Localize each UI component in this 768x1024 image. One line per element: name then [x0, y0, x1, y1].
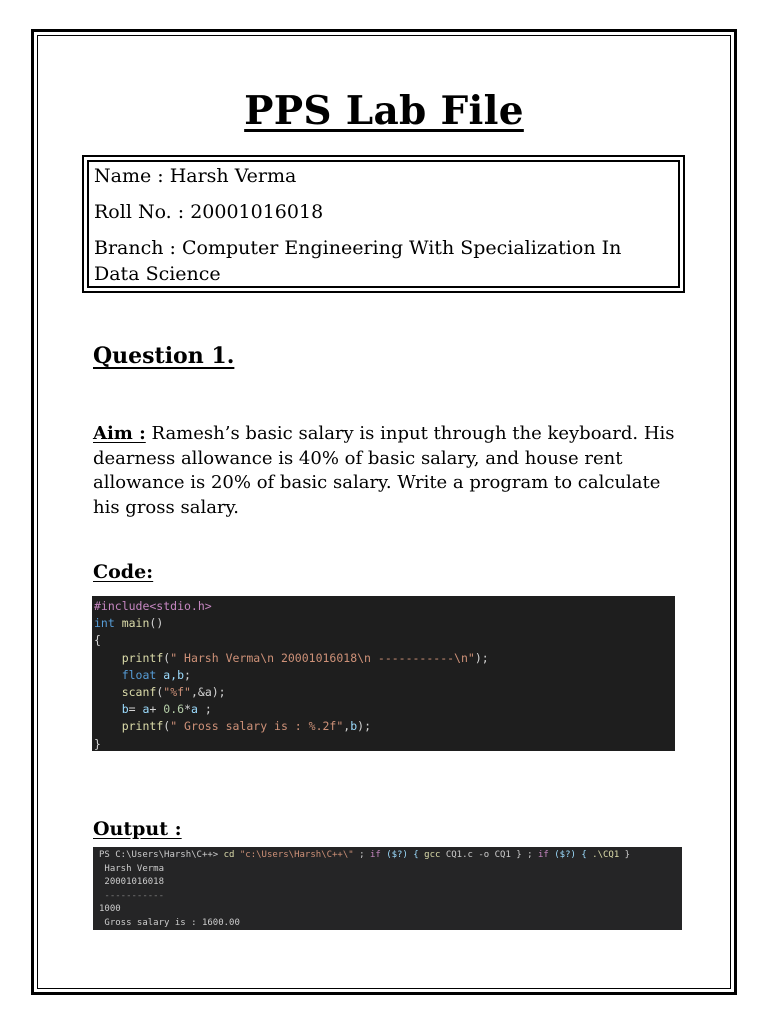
terminal-command-line: PS C:\Users\Harsh\C++> cd "c:\Users\Harsh\C++\" ; if ($?) { gcc CQ1.c -o CQ1 } ; if ($?) { .\CQ1 }	[99, 850, 631, 860]
question-heading: Question 1.	[93, 343, 235, 369]
terminal-output-line-2: 20001016018	[99, 877, 165, 888]
terminal-output-line-5: Gross salary is : 1600.00	[99, 917, 240, 928]
code-line-3: {	[94, 633, 101, 648]
roll-number: Roll No. : 20001016018	[94, 201, 324, 223]
code-heading: Code:	[93, 561, 154, 583]
page-title: PPS Lab File	[244, 88, 524, 134]
code-line-2: int main()	[94, 616, 164, 631]
info-box	[87, 160, 680, 288]
aim-text: Ramesh’s basic salary is input through the keyboard. His dearness allowance is 40% of basic salary, and house rent allowance is 20% of basic salary. Write a program to calculate his gross salary.	[93, 423, 675, 518]
code-screenshot	[92, 596, 675, 751]
terminal-output-line-3: -----------	[99, 890, 165, 901]
student-name: Name : Harsh Verma	[94, 165, 297, 187]
terminal-output-line-4: 1000	[99, 904, 121, 915]
code-line-8: printf(" Gross salary is : %.2f",b);	[121, 719, 372, 734]
branch: Branch : Computer Engineering With Specialization In Data Science	[94, 237, 622, 285]
code-line-7: b= a+ 0.6*a ;	[121, 702, 212, 717]
code-line-1: #include<stdio.h>	[94, 599, 212, 613]
terminal-screenshot	[93, 847, 682, 930]
aim-paragraph	[93, 422, 683, 520]
code-line-4: printf(" Harsh Verma\n 20001016018\n -----------\n");	[121, 650, 489, 665]
code-line-5: float a,b;	[121, 667, 191, 682]
aim-label: Aim :	[93, 423, 146, 444]
code-line-9: }	[94, 736, 101, 751]
code-line-6: scanf("%f",&a);	[121, 684, 226, 699]
output-heading: Output :	[93, 818, 182, 840]
terminal-output-line-1: Harsh Verma	[99, 863, 165, 874]
